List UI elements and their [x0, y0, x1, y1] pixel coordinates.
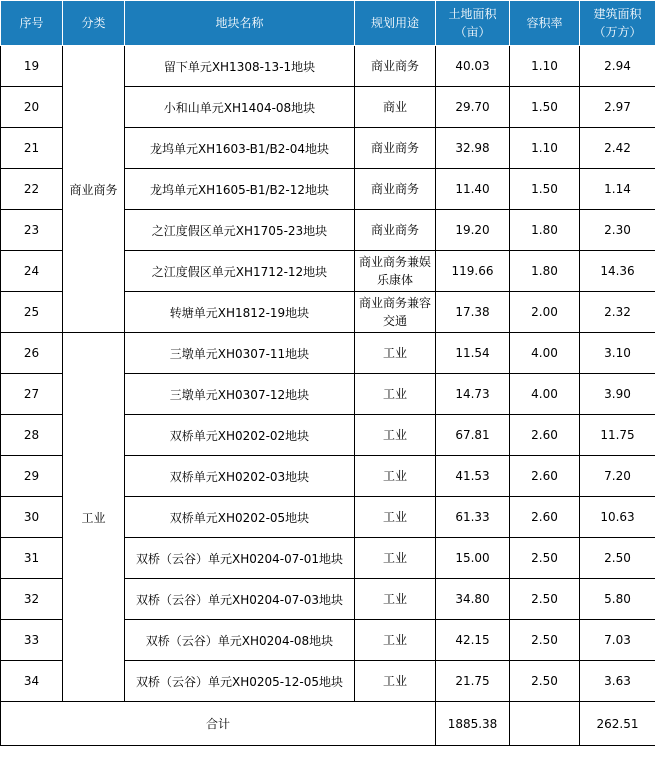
- cell-area: 67.81: [436, 415, 510, 456]
- cell-build: 2.94: [580, 46, 655, 87]
- cell-build: 10.63: [580, 497, 655, 538]
- cell-far: 1.80: [510, 251, 580, 292]
- cell-area: 41.53: [436, 456, 510, 497]
- cell-far: 2.60: [510, 456, 580, 497]
- total-far: [510, 702, 580, 746]
- cell-use: 工业: [355, 415, 436, 456]
- cell-use: 商业商务兼娱乐康体: [355, 251, 436, 292]
- cell-build: 3.63: [580, 661, 655, 702]
- cell-area: 19.20: [436, 210, 510, 251]
- cell-no: 27: [1, 374, 63, 415]
- total-build: 262.51: [580, 702, 655, 746]
- cell-no: 19: [1, 46, 63, 87]
- cell-area: 17.38: [436, 292, 510, 333]
- cell-build: 3.10: [580, 333, 655, 374]
- cell-name: 双桥（云谷）单元XH0204-08地块: [125, 620, 355, 661]
- category-industrial: 工业: [63, 333, 125, 702]
- cell-name: 双桥（云谷）单元XH0204-07-01地块: [125, 538, 355, 579]
- total-row: [1, 702, 655, 746]
- cell-area: 29.70: [436, 87, 510, 128]
- cell-name: 之江度假区单元XH1712-12地块: [125, 251, 355, 292]
- cell-far: 1.10: [510, 46, 580, 87]
- cell-area: 14.73: [436, 374, 510, 415]
- cell-name: 双桥单元XH0202-02地块: [125, 415, 355, 456]
- cell-no: 34: [1, 661, 63, 702]
- cell-name: 三墩单元XH0307-12地块: [125, 374, 355, 415]
- total-label: 合计: [1, 702, 436, 746]
- cell-area: 61.33: [436, 497, 510, 538]
- cell-area: 119.66: [436, 251, 510, 292]
- cell-use: 工业: [355, 661, 436, 702]
- cell-use: 商业商务: [355, 210, 436, 251]
- cell-no: 26: [1, 333, 63, 374]
- cell-no: 25: [1, 292, 63, 333]
- cell-use: 商业商务: [355, 169, 436, 210]
- cell-name: 转塘单元XH1812-19地块: [125, 292, 355, 333]
- cell-no: 22: [1, 169, 63, 210]
- table-row: [1, 333, 655, 374]
- cell-name: 双桥单元XH0202-03地块: [125, 456, 355, 497]
- cell-no: 24: [1, 251, 63, 292]
- cell-far: 2.50: [510, 579, 580, 620]
- cell-no: 32: [1, 579, 63, 620]
- cell-build: 7.20: [580, 456, 655, 497]
- cell-far: 1.50: [510, 87, 580, 128]
- cell-far: 4.00: [510, 374, 580, 415]
- cell-use: 商业商务: [355, 46, 436, 87]
- cell-build: 2.97: [580, 87, 655, 128]
- cell-far: 2.00: [510, 292, 580, 333]
- cell-build: 2.30: [580, 210, 655, 251]
- cell-no: 21: [1, 128, 63, 169]
- cell-name: 小和山单元XH1404-08地块: [125, 87, 355, 128]
- cell-area: 40.03: [436, 46, 510, 87]
- cell-build: 5.80: [580, 579, 655, 620]
- cell-area: 15.00: [436, 538, 510, 579]
- cell-name: 双桥单元XH0202-05地块: [125, 497, 355, 538]
- cell-no: 20: [1, 87, 63, 128]
- cell-far: 2.50: [510, 538, 580, 579]
- cell-name: 留下单元XH1308-13-1地块: [125, 46, 355, 87]
- cell-far: 1.10: [510, 128, 580, 169]
- cell-use: 商业商务兼容交通: [355, 292, 436, 333]
- cell-no: 23: [1, 210, 63, 251]
- header-no: 序号: [1, 1, 63, 46]
- cell-no: 31: [1, 538, 63, 579]
- header-area: 土地面积（亩）: [436, 1, 510, 46]
- cell-build: 2.42: [580, 128, 655, 169]
- cell-far: 1.50: [510, 169, 580, 210]
- cell-use: 工业: [355, 374, 436, 415]
- cell-name: 三墩单元XH0307-11地块: [125, 333, 355, 374]
- cell-area: 21.75: [436, 661, 510, 702]
- cell-far: 4.00: [510, 333, 580, 374]
- cell-build: 11.75: [580, 415, 655, 456]
- cell-build: 2.50: [580, 538, 655, 579]
- cell-use: 商业商务: [355, 128, 436, 169]
- cell-far: 2.50: [510, 661, 580, 702]
- cell-far: 2.60: [510, 415, 580, 456]
- cell-area: 32.98: [436, 128, 510, 169]
- cell-area: 34.80: [436, 579, 510, 620]
- category-commercial: 商业商务: [63, 46, 125, 333]
- cell-name: 双桥（云谷）单元XH0205-12-05地块: [125, 661, 355, 702]
- cell-area: 11.40: [436, 169, 510, 210]
- cell-area: 42.15: [436, 620, 510, 661]
- cell-use: 工业: [355, 538, 436, 579]
- cell-use: 工业: [355, 620, 436, 661]
- header-row: [1, 1, 655, 46]
- cell-no: 30: [1, 497, 63, 538]
- cell-use: 工业: [355, 333, 436, 374]
- header-building: 建筑面积（万方）: [580, 1, 655, 46]
- cell-build: 7.03: [580, 620, 655, 661]
- header-parcel: 地块名称: [125, 1, 355, 46]
- cell-far: 1.80: [510, 210, 580, 251]
- cell-name: 双桥（云谷）单元XH0204-07-03地块: [125, 579, 355, 620]
- cell-build: 14.36: [580, 251, 655, 292]
- cell-build: 1.14: [580, 169, 655, 210]
- cell-name: 龙坞单元XH1605-B1/B2-12地块: [125, 169, 355, 210]
- cell-no: 33: [1, 620, 63, 661]
- cell-build: 2.32: [580, 292, 655, 333]
- header-category: 分类: [63, 1, 125, 46]
- header-use: 规划用途: [355, 1, 436, 46]
- cell-use: 工业: [355, 497, 436, 538]
- cell-far: 2.60: [510, 497, 580, 538]
- cell-area: 11.54: [436, 333, 510, 374]
- cell-build: 3.90: [580, 374, 655, 415]
- cell-name: 龙坞单元XH1603-B1/B2-04地块: [125, 128, 355, 169]
- cell-use: 工业: [355, 456, 436, 497]
- cell-no: 28: [1, 415, 63, 456]
- cell-name: 之江度假区单元XH1705-23地块: [125, 210, 355, 251]
- cell-use: 商业: [355, 87, 436, 128]
- cell-use: 工业: [355, 579, 436, 620]
- total-area: 1885.38: [436, 702, 510, 746]
- cell-far: 2.50: [510, 620, 580, 661]
- table-row: [1, 46, 655, 87]
- header-far: 容积率: [510, 1, 580, 46]
- cell-no: 29: [1, 456, 63, 497]
